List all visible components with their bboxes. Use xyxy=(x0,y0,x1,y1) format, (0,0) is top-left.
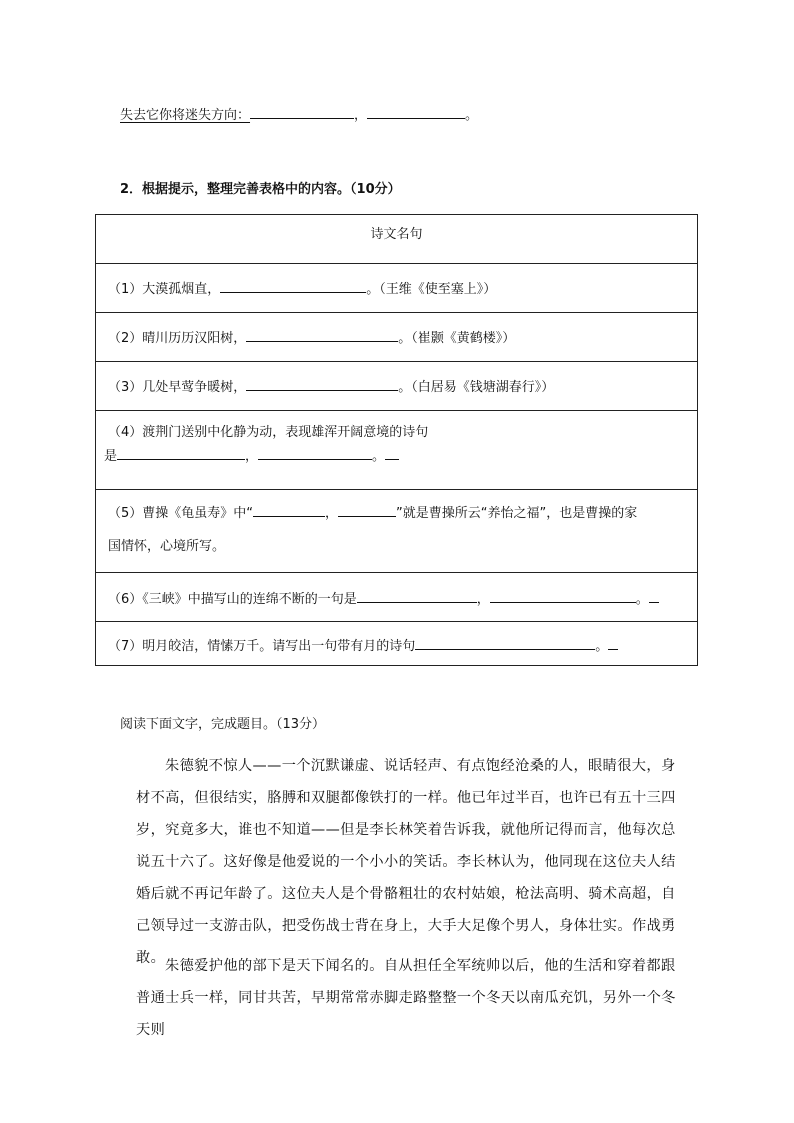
row4-prompt-line1: （4）渡荆门送别中化静为动，表现雄浑开阔意境的诗句 xyxy=(108,425,429,440)
row7-blank[interactable] xyxy=(415,635,595,650)
table-row-3 xyxy=(96,362,697,411)
row7-prompt: （7）明月皎洁，情愫万千。请写出一句带有月的诗句 xyxy=(108,639,416,654)
row5-blank-2[interactable] xyxy=(338,502,396,517)
row4-separator: ， xyxy=(245,449,259,464)
reading-paragraph-2: 朱德爱护他的部下是天下闻名的。自从担任全军统帅以后，他的生活和穿着都跟普通士兵一样，同甘共苦，早期常常赤脚走路整整一个冬天以南瓜充饥，另外一个冬天则 xyxy=(136,958,676,1038)
row6-blank-2[interactable] xyxy=(490,588,636,603)
separator: ， xyxy=(354,108,368,123)
row4-blank-1[interactable] xyxy=(117,445,245,460)
row1-source: 。（王维《使至塞上》） xyxy=(366,282,497,297)
row1-prompt: （1）大漠孤烟直， xyxy=(108,282,221,297)
row5-separator: ， xyxy=(325,506,339,521)
prompt-text: 失去它你将迷失方向： xyxy=(120,108,251,123)
row5-line2: 国情怀，心境所写。 xyxy=(108,539,226,554)
row6-trailing-line xyxy=(649,588,659,603)
row4-prompt-line2: 是 xyxy=(104,449,118,464)
row6-end: 。 xyxy=(635,592,649,607)
row6-blank-1[interactable] xyxy=(357,588,477,603)
table-row-4 xyxy=(96,411,697,490)
row4-trailing-line xyxy=(385,445,399,460)
row2-source: 。（崔颢《黄鹤楼》） xyxy=(398,331,516,346)
answer-blank-1[interactable] xyxy=(250,104,354,119)
row5-continuation: ”就是曹操所云“养怡之福”，也是曹操的家 xyxy=(396,506,638,521)
row4-end: 。 xyxy=(372,449,386,464)
table-row-6 xyxy=(96,573,697,622)
row7-end: 。 xyxy=(595,639,609,654)
fill-in-line-direction xyxy=(120,104,478,123)
question-2-heading: 2．根据提示，整理完善表格中的内容。（10分） xyxy=(120,182,401,197)
row2-prompt: （2）晴川历历汉阳树， xyxy=(108,331,247,346)
answer-blank-2[interactable] xyxy=(367,104,465,119)
row3-source: 。（白居易《钱塘湖春行》） xyxy=(398,380,555,395)
row5-prompt: （5）曹操《龟虽寿》中“ xyxy=(108,506,254,521)
row6-prompt: （6）《三峡》中描写山的连绵不断的一句是 xyxy=(108,592,357,607)
table-header-row xyxy=(96,215,697,264)
table-row-7 xyxy=(96,622,697,667)
table-row-5 xyxy=(96,490,697,573)
row5-blank-1[interactable] xyxy=(253,502,325,517)
row1-blank[interactable] xyxy=(220,278,366,293)
row6-separator: ， xyxy=(476,592,490,607)
end-mark: 。 xyxy=(465,108,479,123)
reading-paragraph-1: 朱德貌不惊人——一个沉默谦虚、说话轻声、有点饱经沧桑的人，眼睛很大，身材不高，但很结实，胳膊和双腿都像铁打的一样。他已年过半百，也许已有五十三四岁，究竟多大，谁也不知道——但是李长林笑着告诉我，就他所记得而言，他每次总说五十六了。这好像是他爱说的一个小小的笑话。李长林认为，他同现在这位夫人结婚后就不再记年龄了。这位夫人是个骨骼粗壮的农村姑娘，枪法高明、骑术高超，自己领导过一支游击队，把受伤战士背在身上，大手大足像个男人，身体壮实。作战勇敢。 xyxy=(136,758,676,966)
row2-blank[interactable] xyxy=(246,327,398,342)
row7-trailing-line xyxy=(608,635,618,650)
row3-blank[interactable] xyxy=(246,376,398,391)
poem-table xyxy=(95,214,698,666)
reading-intro: 阅读下面文字，完成题目。（13分） xyxy=(120,717,326,732)
table-row-2 xyxy=(96,313,697,362)
table-header: 诗文名句 xyxy=(370,227,423,242)
row3-prompt: （3）几处早莺争暖树， xyxy=(108,380,247,395)
table-row-1 xyxy=(96,264,697,313)
row4-blank-2[interactable] xyxy=(258,445,372,460)
